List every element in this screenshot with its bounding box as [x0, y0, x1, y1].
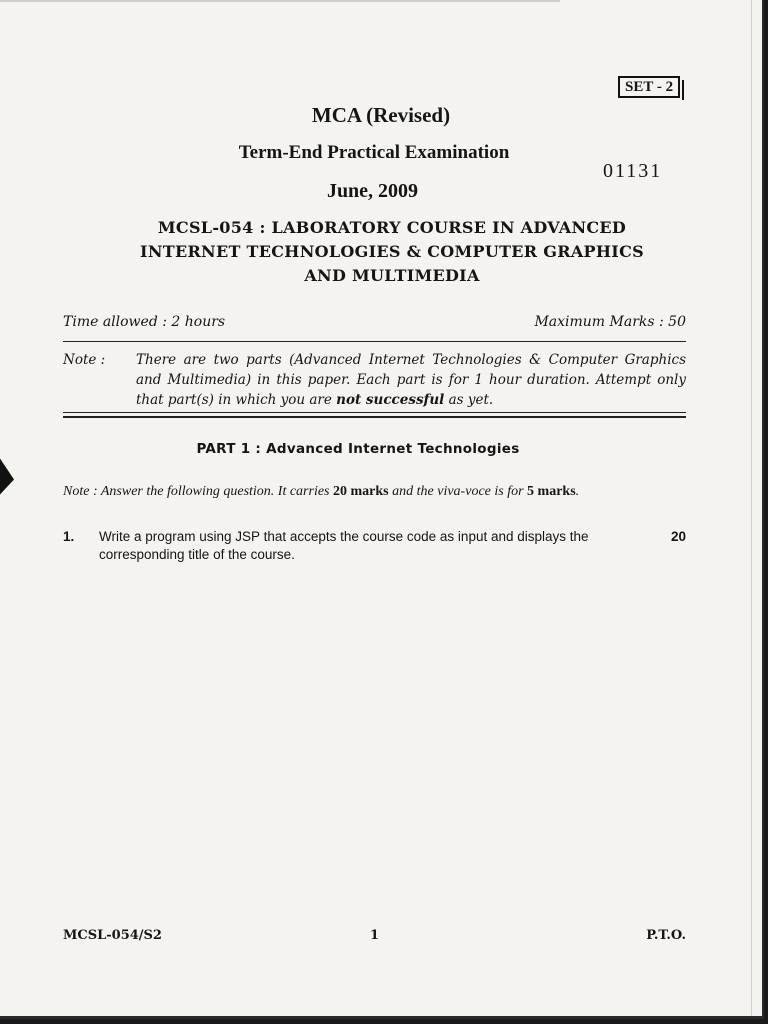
note-text-part-b: as yet.	[444, 392, 494, 408]
exam-title: Term-End Practical Examination	[238, 142, 510, 163]
question-marks: 20	[670, 529, 686, 544]
binder-hole-mark	[0, 459, 14, 498]
double-rule-top	[63, 412, 686, 413]
note-text-part-a: There are two parts (Advanced Internet Technologies & Computer Graphics and Multimedia) in this paper. Each part is for 1 hour duration. Attempt only that part(s) in which you are	[136, 352, 686, 408]
course-title	[60, 216, 724, 288]
set-badge: SET - 2	[618, 76, 680, 98]
maximum-marks: Maximum Marks : 50	[534, 314, 686, 330]
scan-edge-line	[751, 0, 752, 1016]
scan-top-rule	[0, 0, 560, 2]
exam-session: June, 2009	[326, 180, 419, 202]
footer-paper-code: MCSL-054/S2	[63, 928, 162, 943]
course-title-line-2: INTERNET TECHNOLOGIES & COMPUTER GRAPHICS	[140, 242, 644, 261]
note-label: Note :	[63, 352, 106, 368]
exam-meta-row	[63, 314, 686, 330]
divider-rule	[63, 341, 686, 342]
part-note-text-a: Note : Answer the following question. It carries	[63, 484, 334, 499]
footer-pto: P.T.O.	[646, 928, 686, 943]
question-number: 1.	[63, 529, 75, 544]
course-title-line-3: AND MULTIMEDIA	[304, 266, 480, 285]
part-note-marks: 20 marks	[333, 484, 389, 499]
footer-page-number: 1	[369, 928, 380, 943]
double-rule-bottom	[63, 416, 686, 418]
course-title-line-1: MCSL-054 : LABORATORY COURSE IN ADVANCED	[157, 218, 627, 237]
part-note-text-d: .	[575, 484, 580, 499]
note-emphasis: not successful	[336, 392, 445, 408]
part-1-note	[63, 484, 686, 500]
part-note-viva-marks: 5 marks	[527, 484, 576, 499]
paper-code-number: 01131	[603, 160, 663, 182]
part-note-text-c: and the viva-voce is for	[388, 484, 528, 499]
program-title: MCA (Revised)	[311, 103, 451, 127]
time-allowed: Time allowed : 2 hours	[63, 314, 226, 330]
question-text: Write a program using JSP that accepts the course code as input and displays the corresponding title of the course.	[99, 529, 589, 562]
note-body	[136, 350, 686, 410]
part-1-heading: PART 1 : Advanced Internet Technologies	[196, 441, 520, 457]
